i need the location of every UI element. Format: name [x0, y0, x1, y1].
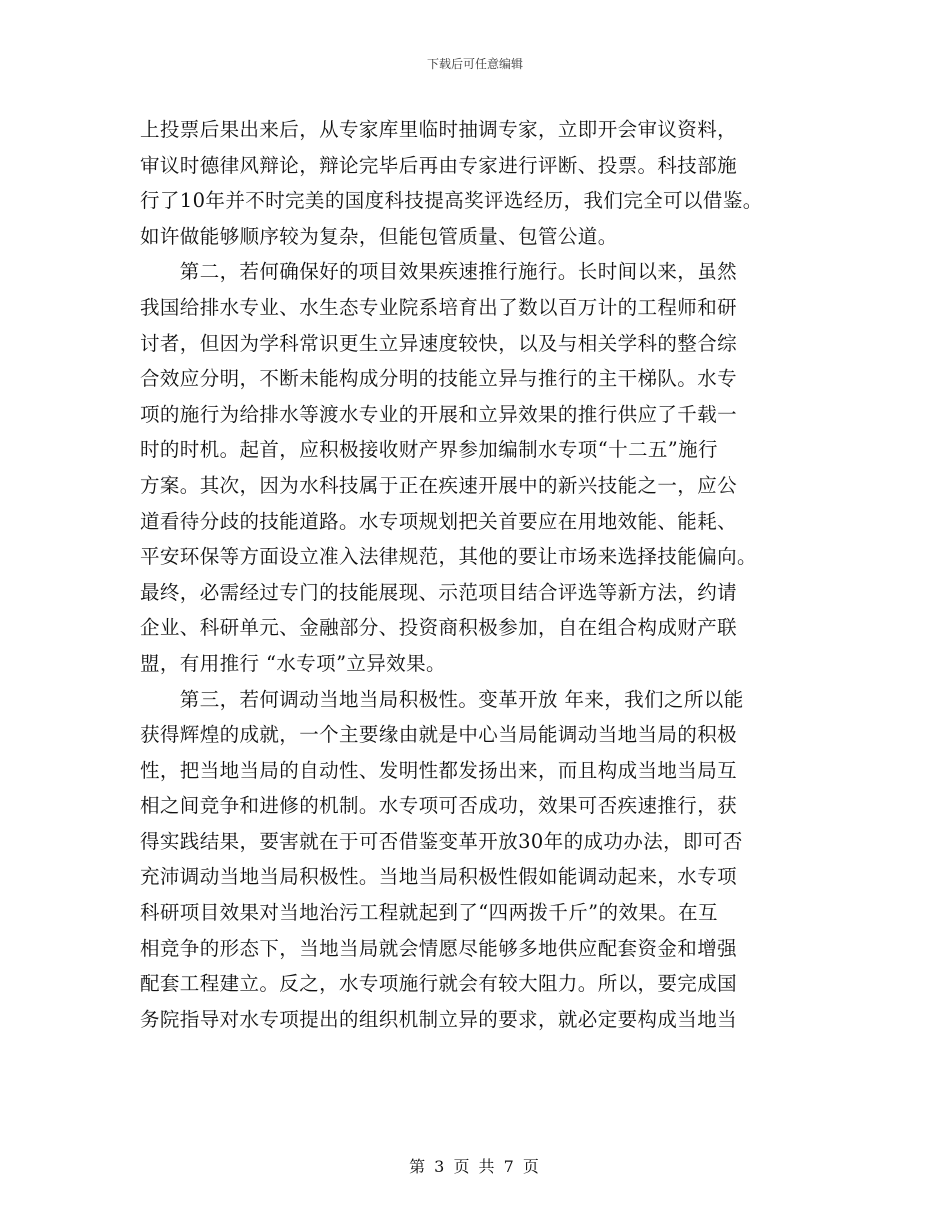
- text-line: 方案。其次，因为水科技属于正在疾速开展中的新兴技能之一，应公: [140, 473, 738, 497]
- text-line: 最终，必需经过专门的技能展现、示范项目结合评选等新方法，约请: [140, 580, 738, 604]
- text-line: 合效应分明，不断未能构成分明的技能立异与推行的主干梯队。水专: [140, 367, 738, 391]
- text-line: 审议时德律风辩论，辩论完毕后再由专家进行评断、投票。科技部施: [140, 153, 738, 177]
- text-line: 科研项目效果对当地治污工程就起到了“四两拨千斤”的效果。在互: [140, 901, 718, 925]
- text-line: 相之间竞争和进修的机制。水专项可否成功，效果可否疾速推行，获: [140, 794, 738, 818]
- text-line: 得实践结果，要害就在于可否借鉴变革开放30年的成功办法，即可否: [140, 829, 743, 853]
- text-line: 盟，有用推行 “水专项”立异效果。: [140, 651, 446, 675]
- text-line: 平安环保等方面设立准入法律规范，其他的要让市场来选择技能偏向。: [140, 545, 757, 569]
- text-line: 第三，若何调动当地当局积极性。变革开放 年来，我们之所以能: [140, 687, 744, 711]
- text-line: 相竞争的形态下，当地当局就会情愿尽能够多地供应配套资金和增强: [140, 936, 738, 960]
- text-line: 讨者，但因为学科常识更生立异速度较快，以及与相关学科的整合综: [140, 331, 738, 355]
- text-line: 充沛调动当地当局积极性。当地当局积极性假如能调动起来，水专项: [140, 865, 738, 889]
- page-number: 第 3 页 共 7 页: [409, 1157, 541, 1176]
- text-line: 时的时机。起首，应积极接收财产界参加编制水专项“十二五”施行: [140, 438, 718, 462]
- text-line: 获得辉煌的成就，一个主要缘由就是中心当局能调动当地当局的积极: [140, 723, 738, 747]
- page-header-note: 下载后可任意编辑: [426, 57, 523, 71]
- document-body: [140, 112, 830, 1037]
- text-line: 行了10年并不时完美的国度科技提高奖评选经历，我们完全可以借鉴。: [140, 189, 763, 213]
- text-line: 第二，若何确保好的项目效果疾速推行施行。长时间以来，虽然: [140, 260, 738, 284]
- text-line: 性，把当地当局的自动性、发明性都发扬出来，而且构成当地当局互: [140, 758, 738, 782]
- text-line: 如许做能够顺序较为复杂，但能包管质量、包管公道。: [140, 224, 618, 248]
- text-line: 项的施行为给排水等渡水专业的开展和立异效果的推行供应了千载一: [140, 402, 738, 426]
- text-line: 我国给排水专业、水生态专业院系培育出了数以百万计的工程师和研: [140, 295, 738, 319]
- text-line: 企业、科研单元、金融部分、投资商积极参加，自在组合构成财产联: [140, 616, 738, 640]
- text-line: 配套工程建立。反之，水专项施行就会有较大阻力。所以，要完成国: [140, 972, 738, 996]
- text-line: 道看待分歧的技能道路。水专项规划把关首要应在用地效能、能耗、: [140, 509, 738, 533]
- text-line: 上投票后果出来后，从专家库里临时抽调专家，立即开会审议资料，: [140, 118, 738, 141]
- text-line: 务院指导对水专项提出的组织机制立异的要求，就必定要构成当地当: [140, 1007, 738, 1031]
